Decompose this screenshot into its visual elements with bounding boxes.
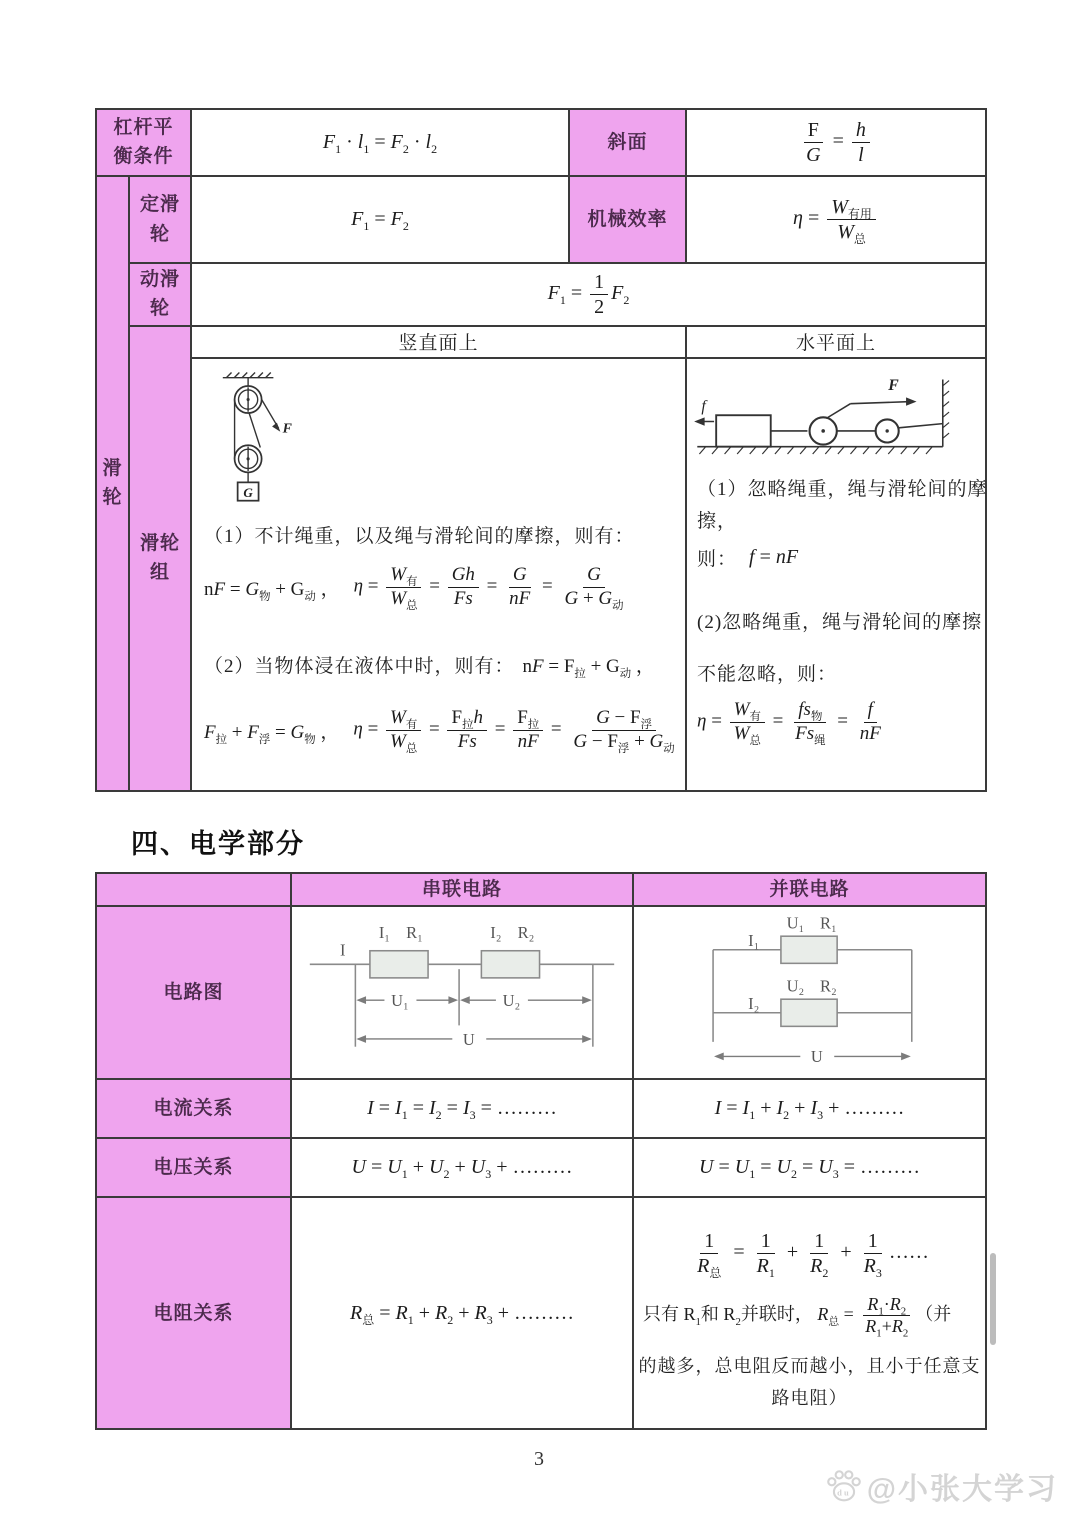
formula-eta-chain-2: η = $\frac{W_有}{W_总}$ = $\frac{F_拉h}{Fs}$ = $\frac{F_拉}{nF}$ = $\frac{G - F_浮}{G - F_浮 + G_动}$	[353, 706, 675, 755]
svg-text:du: du	[836, 1487, 851, 1498]
header-series: 串联电路	[291, 873, 633, 906]
label-pulley: 滑轮	[96, 176, 129, 791]
parallel-label-U2: U₂	[786, 976, 804, 996]
formula-movable-pulley: $F_1$ = $\frac{1}{2}$ $F_2$	[191, 263, 986, 326]
horizontal-then-label: 则：	[697, 548, 738, 570]
cell-horizontal-plane	[686, 358, 986, 791]
label-circuit-diagram: 电路图	[96, 906, 291, 1079]
parallel-label-I1: I₁	[747, 931, 759, 951]
series-label-I: I	[340, 941, 346, 961]
vertical-note-2: （2）当物体浸在液体中时，则有：	[204, 655, 515, 677]
formula-f-equals-nf: f = nF	[749, 545, 799, 568]
series-label-R1: R₁	[406, 923, 423, 943]
header-vertical-plane: 竖直面上	[191, 326, 686, 358]
formula-eta-horizontal: η = $\frac{W_有}{W_总}$ = $\frac{fs_物}{Fs_绳}$ = $\frac{f}{nF}$	[697, 698, 881, 747]
page-number: 3	[534, 1448, 544, 1470]
label-movable-pulley: 动滑轮	[129, 263, 191, 326]
label-voltage-relation: 电压关系	[96, 1138, 291, 1197]
series-label-U2: U₂	[502, 991, 521, 1011]
header-horizontal-plane: 水平面上	[686, 326, 986, 358]
resistance-note-line3: 的越多，总电阻反而越小，且小于任意支	[638, 1356, 981, 1377]
series-label-U1: U₁	[391, 991, 409, 1011]
horizontal-note-2a: (2)忽略绳重，绳与滑轮间的摩擦	[697, 611, 983, 633]
cell-resistance-parallel	[633, 1197, 986, 1429]
label-current-relation: 电流关系	[96, 1079, 291, 1138]
series-circuit-diagram	[302, 911, 622, 1069]
paw-icon	[826, 1468, 862, 1504]
formula-incline: $\frac{F}{G}$ = $\frac{h}{l}$	[686, 109, 986, 176]
parallel-circuit-diagram	[650, 911, 970, 1069]
horizontal-note-2b: 不能忽略，则：	[697, 663, 838, 685]
horizontal-pulley-diagram	[691, 371, 969, 471]
label-incline: 斜面	[569, 109, 686, 176]
corner-cell	[96, 873, 291, 906]
resistance-note-line4: 路电阻）	[771, 1388, 848, 1409]
formula-two-resistor-parallel: 只有 $R_1$和 $R_2$并联时， $R_总$ = $\frac{R_1\cdot R_2}{R_1+R_2}$ （并	[643, 1293, 952, 1341]
horizontal-note-1a: （1）忽略绳重，绳与滑轮间的摩	[697, 478, 988, 500]
header-parallel: 并联电路	[633, 873, 986, 906]
formula-voltage-parallel: $U = U_1 = U_2 = U_3$ = ………	[633, 1138, 986, 1197]
label-efficiency: 机械效率	[569, 176, 686, 263]
cell-vertical-plane	[191, 358, 686, 791]
formula-resistance-series: $R_总 = R_1 + R_2 + R_3$ + ………	[291, 1197, 633, 1429]
label-weight-G: G	[243, 484, 253, 500]
cell-series-diagram	[291, 906, 633, 1079]
formula-lever: $F_1 \cdot l_1 = F_2 \cdot l_2$	[191, 109, 569, 176]
formula-eta-chain-1: η = $\frac{W_有}{W_总}$ = $\frac{Gh}{Fs}$ = $\frac{G}{nF}$ = $\frac{G}{G + G_动}$	[353, 563, 624, 612]
formula-reciprocal-resistance: $\frac{1}{R_总}$ = $\frac{1}{R_1}$ + $\frac{1}{R_2}$ + $\frac{1}{R_3}$ ……	[697, 1229, 929, 1280]
watermark-text: @小张大学习	[866, 1473, 1058, 1506]
formula-current-series: $I = I_1 = I_2 = I_3$ = ………	[291, 1079, 633, 1138]
scrollbar-thumb[interactable]	[990, 1253, 996, 1345]
formula-nf-weights: nF = $G_物 + G_动$ ，	[204, 578, 340, 603]
section-title: 四、电学部分	[131, 829, 305, 859]
parallel-label-R1: R₁	[819, 913, 837, 933]
label-friction-f: f	[701, 397, 706, 415]
formula-efficiency: η = $\frac{W_{有用}}{W_总}$	[686, 176, 986, 263]
vertical-note-1: （1）不计绳重，以及绳与滑轮间的摩擦，则有：	[204, 525, 635, 547]
watermark	[826, 1464, 1058, 1508]
label-pulley-group: 滑轮组	[129, 326, 191, 791]
formula-current-parallel: $I = I_1 + I_2 + I_3$ + ………	[633, 1079, 986, 1138]
parallel-label-I2: I₂	[747, 994, 759, 1014]
label-fixed-pulley: 定滑轮	[129, 176, 191, 263]
vertical-pulley-diagram	[208, 369, 310, 519]
parallel-label-U: U	[810, 1047, 823, 1067]
parallel-label-U1: U₁	[786, 913, 804, 933]
mechanics-table	[95, 108, 987, 792]
series-label-U: U	[462, 1030, 475, 1050]
cell-parallel-diagram	[633, 906, 986, 1079]
label-lever-text: 杠杆平衡条件	[113, 117, 174, 167]
series-label-I1: I₁	[378, 923, 391, 943]
formula-fixed-pulley: $F_1 = F_2$	[191, 176, 569, 263]
horizontal-note-1b: 擦，	[697, 510, 738, 532]
label-pull-F: F	[888, 376, 899, 394]
parallel-label-R2: R₂	[819, 976, 837, 996]
formula-float-balance: $F_拉 + F_浮 = G_物$ ，	[204, 721, 340, 746]
series-label-I2: I₂	[490, 923, 502, 943]
formula-nf-liquid: nF = $F_拉 + G_动$ ，	[522, 655, 655, 680]
label-resistance-relation: 电阻关系	[96, 1197, 291, 1429]
electricity-table	[95, 872, 987, 1430]
label-lever-condition	[96, 109, 191, 176]
label-force-F: F	[282, 421, 292, 437]
series-label-U2R2: R₂	[517, 923, 535, 943]
formula-voltage-series: $U = U_1 + U_2 + U_3$ + ………	[291, 1138, 633, 1197]
